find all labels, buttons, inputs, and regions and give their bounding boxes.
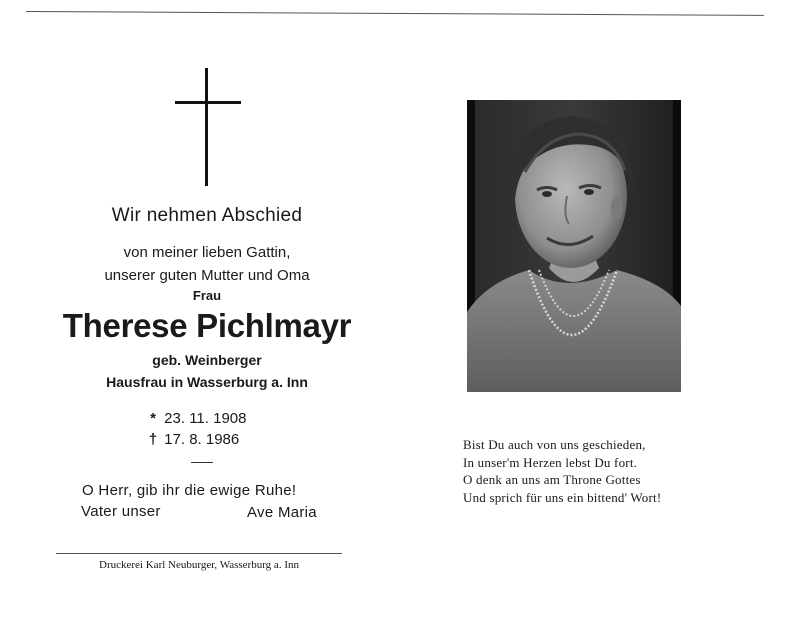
poem-line: In unser'm Herzen lebst Du fort.	[463, 454, 638, 470]
title-prefix: Frau	[192, 288, 222, 303]
top-rule	[26, 11, 764, 16]
poem-line: Und sprich für uns ein bittend' Wort!	[463, 489, 662, 505]
birth-date: 23. 11. 1908	[164, 410, 247, 427]
maiden-name: geb. Weinberger	[152, 352, 262, 368]
deceased-name: Therese Pichlmayr	[62, 307, 352, 344]
intro-text	[40, 241, 374, 287]
intro-line: unserer guten Mutter und Oma	[104, 267, 310, 284]
poem	[463, 436, 661, 506]
birth-date-row	[146, 410, 246, 427]
portrait-photo	[467, 100, 681, 392]
death-symbol: †	[148, 431, 158, 448]
death-date: 17. 8. 1986	[164, 431, 240, 448]
divider	[191, 462, 213, 463]
closing-right: Ave Maria	[247, 504, 317, 521]
headline: Wir nehmen Abschied	[111, 205, 303, 226]
bottom-rule	[56, 553, 342, 554]
death-date-row	[146, 431, 239, 448]
prayer-text: O Herr, gib ihr die ewige Ruhe!	[82, 482, 297, 499]
printer-credit: Druckerei Karl Neuburger, Wasserburg a. Inn	[99, 559, 299, 571]
occupation: Hausfrau in Wasserburg a. Inn	[106, 374, 308, 390]
poem-line: Bist Du auch von uns geschieden,	[463, 437, 646, 452]
intro-line: von meiner lieben Gattin,	[123, 244, 291, 261]
closing-left: Vater unser	[81, 503, 161, 520]
portrait-illustration	[467, 100, 681, 392]
poem-line: O denk an uns am Throne Gottes	[463, 472, 641, 487]
birth-symbol: *	[150, 410, 156, 427]
